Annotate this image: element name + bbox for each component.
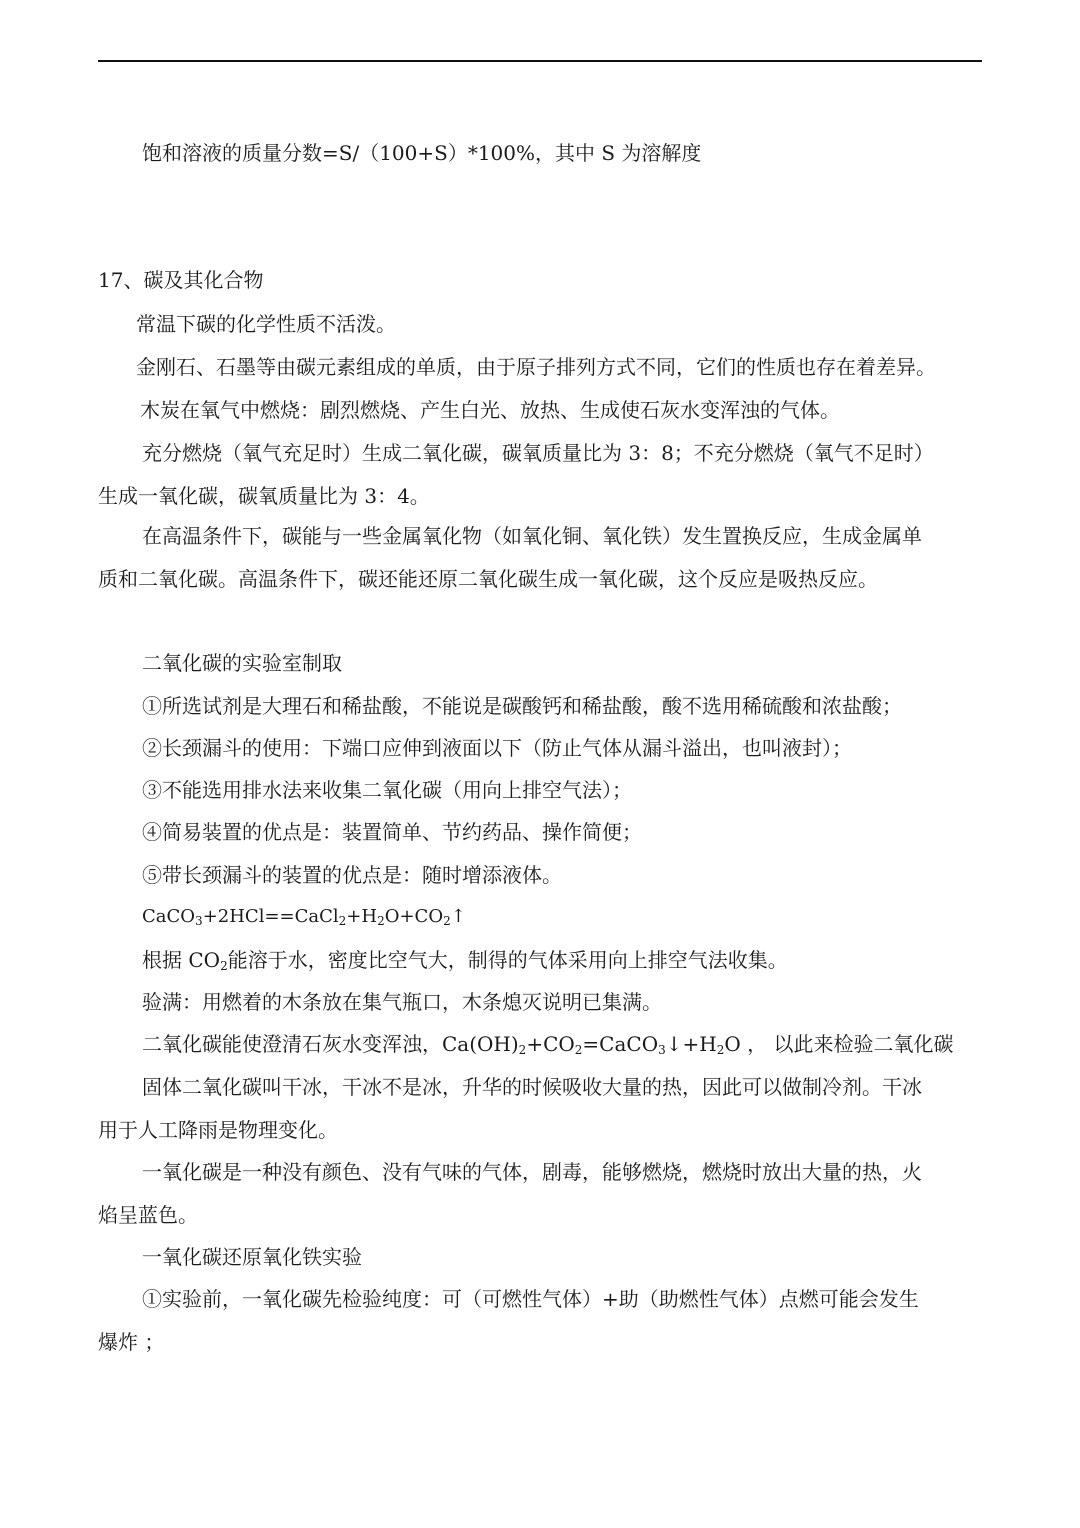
paragraph-line: 金刚石、石墨等由碳元素组成的单质，由于原子排列方式不同，它们的性质也存在着差异。 <box>136 355 936 379</box>
list-item: ⑤带长颈漏斗的装置的优点是：随时增添液体。 <box>142 863 562 887</box>
paragraph-line: 根据 $CO_2$能溶于水，密度比空气大，制得的气体采用向上排空气法收集。 <box>142 948 788 973</box>
list-item: ④简易装置的优点是：装置简单、节约药品、操作简便； <box>142 820 642 844</box>
list-item: ③不能选用排水法来收集二氧化碳（用向上排空气法）； <box>142 778 632 802</box>
paragraph-line: 木炭在氧气中燃烧：剧烈燃烧、产生白光、放热、生成使石灰水变浑浊的气体。 <box>140 398 840 422</box>
subsection-title: 二氧化碳的实验室制取 <box>142 651 342 675</box>
paragraph-line: 焰呈蓝色。 <box>98 1203 198 1227</box>
paragraph-line: 生成一氧化碳，碳氧质量比为 3：4。 <box>98 484 430 508</box>
paragraph-line: 一氧化碳是一种没有颜色、没有气味的气体，剧毒，能够燃烧，燃烧时放出大量的热，火 <box>142 1160 922 1184</box>
paragraph-line: 二氧化碳能使澄清石灰水变浑浊，$Ca(OH)_2+CO_2=CaCO_3↓+H_2O$ ， 以此来检验二氧化碳 <box>142 1032 954 1057</box>
header-rule <box>98 60 982 62</box>
saturated-solution-formula: 饱和溶液的质量分数=S/（100+S）*100%，其中 S 为溶解度 <box>142 141 702 165</box>
paragraph-line: 固体二氧化碳叫干冰，干冰不是冰，升华的时候吸收大量的热，因此可以做制冷剂。干冰 <box>142 1075 922 1099</box>
paragraph-line: 质和二氧化碳。高温条件下，碳还能还原二氧化碳生成一氧化碳，这个反应是吸热反应。 <box>98 567 878 591</box>
list-item: ②长颈漏斗的使用：下端口应伸到液面以下（防止气体从漏斗溢出，也叫液封）； <box>142 736 852 760</box>
list-item: ①实验前，一氧化碳先检验纯度：可（可燃性气体）+助（助燃性气体）点燃可能会发生 <box>142 1287 919 1311</box>
paragraph-line: 充分燃烧（氧气充足时）生成二氧化碳，碳氧质量比为 3：8；不充分燃烧（氧气不足时） <box>142 441 934 465</box>
paragraph-line: 常温下碳的化学性质不活泼。 <box>136 312 396 336</box>
chemical-equation: $CaCO_3+2HCl==CaCl_2+H_2O+CO_2↑$ <box>142 906 466 928</box>
paragraph-line: 验满：用燃着的木条放在集气瓶口，木条熄灭说明已集满。 <box>142 990 662 1014</box>
section-title: 17、碳及其化合物 <box>98 268 264 292</box>
list-item: ①所选试剂是大理石和稀盐酸，不能说是碳酸钙和稀盐酸，酸不选用稀硫酸和浓盐酸； <box>142 694 902 718</box>
list-item: 爆炸 ； <box>98 1330 165 1354</box>
paragraph-line: 在高温条件下，碳能与一些金属氧化物（如氧化铜、氧化铁）发生置换反应，生成金属单 <box>142 524 922 548</box>
paragraph-line: 用于人工降雨是物理变化。 <box>98 1118 338 1142</box>
subsection-title: 一氧化碳还原氧化铁实验 <box>142 1245 362 1269</box>
